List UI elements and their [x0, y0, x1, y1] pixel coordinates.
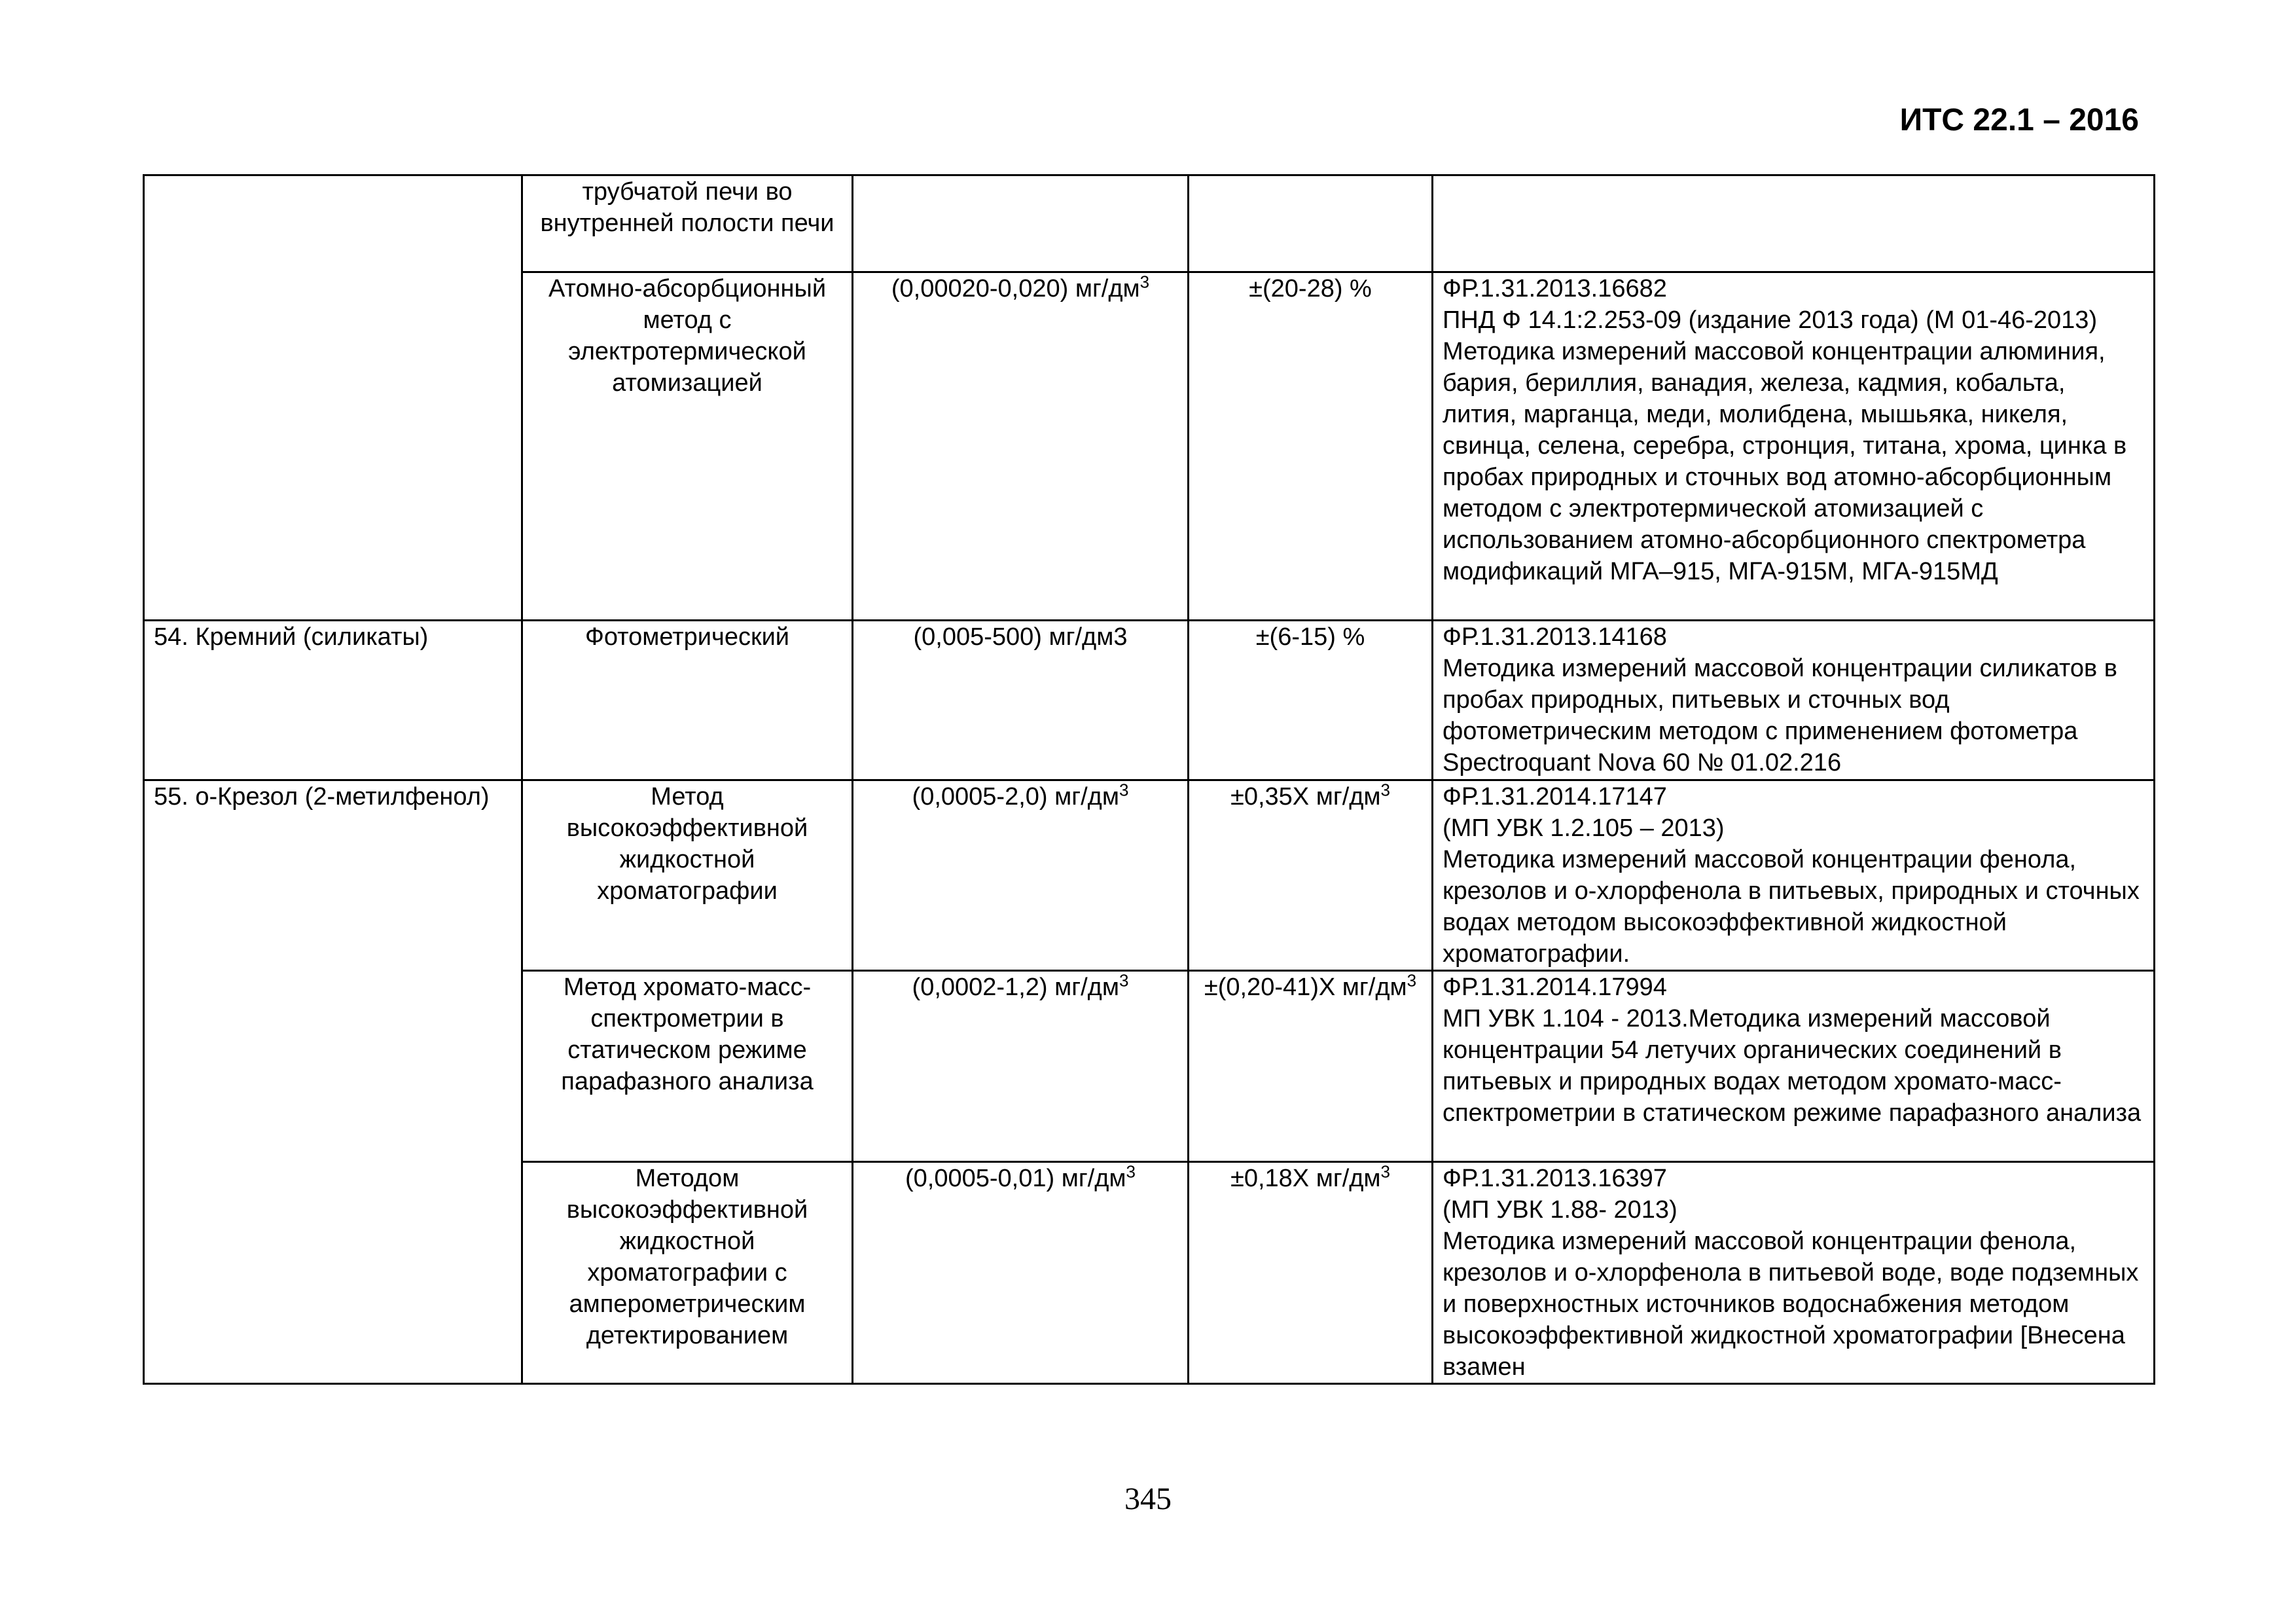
error-superscript: 3 — [1380, 780, 1391, 800]
error-text: ±(6-15) % — [1255, 623, 1365, 651]
range-text: (0,0002-1,2) мг/дм — [912, 974, 1119, 1001]
range-superscript: 3 — [1119, 780, 1129, 800]
range-cell — [853, 175, 1189, 272]
substance-cell: 55. о-Крезол (2-метилфенол) — [144, 780, 522, 1384]
error-cell — [1189, 272, 1433, 621]
error-cell — [1189, 780, 1433, 971]
range-text: (0,0005-0,01) мг/дм — [905, 1165, 1126, 1192]
range-cell — [853, 780, 1189, 971]
reference-cell: ФР.1.31.2013.14168 Методика измерений массовой концентрации силикатов в пробах природных, питьевых и сточных вод фотометрическим методом с применением фотометра Spectroquant Nova 60 № 01.02.216 — [1433, 621, 2155, 780]
error-text: ±0,35Х мг/дм — [1230, 783, 1381, 811]
table-row — [144, 175, 2155, 272]
error-cell — [1189, 971, 1433, 1162]
method-cell: трубчатой печи во внутренней полости печи — [522, 175, 853, 272]
range-text: (0,00020-0,020) мг/дм — [891, 275, 1140, 302]
reference-cell — [1433, 175, 2155, 272]
method-cell: Методом высокоэффективной жидкостной хроматографии с амперометрическим детектированием — [522, 1162, 853, 1384]
substance-cell: 54. Кремний (силикаты) — [144, 621, 522, 780]
error-text: ±(20-28) % — [1249, 275, 1372, 302]
error-superscript: 3 — [1380, 1161, 1391, 1182]
error-text: ±(0,20-41)Х мг/дм — [1204, 974, 1407, 1001]
range-cell — [853, 971, 1189, 1162]
reference-cell: ФР.1.31.2013.16682 ПНД Ф 14.1:2.253-09 (издание 2013 года) (М 01-46-2013) Методика измерений массовой концентрации алюминия, бария, бериллия, ванадия, железа, кадмия, кобальта, лития, марганца, меди, молибдена, мышьяка, никеля, свинца, селена, серебра, стронция, титана, хрома, цинка в пробах природных и сточных вод атомно-абсорбционным методом с электротермической атомизацией с использованием атомно-абсорбционного спектрометра модификаций МГА–915, МГА-915М, МГА-915МД — [1433, 272, 2155, 621]
range-cell — [853, 272, 1189, 621]
method-cell: Метод хромато-масс-спектрометрии в статическом режиме парафазного анализа — [522, 971, 853, 1162]
range-cell — [853, 1162, 1189, 1384]
range-superscript: 3 — [1139, 272, 1150, 292]
error-cell — [1189, 621, 1433, 780]
range-cell — [853, 621, 1189, 780]
error-cell — [1189, 1162, 1433, 1384]
reference-cell: ФР.1.31.2013.16397 (МП УВК 1.88- 2013) Методика измерений массовой концентрации фенола, крезолов и о-хлорфенола в питьевой воде, воде подземных и поверхностных источников водоснабжения методом высокоэффективной жидкостной хроматографии [Внесена взамен — [1433, 1162, 2155, 1384]
substance-cell — [144, 175, 522, 621]
page-number: 345 — [1124, 1482, 1172, 1516]
range-superscript: 3 — [1119, 970, 1129, 991]
method-cell: Фотометрический — [522, 621, 853, 780]
range-superscript: 3 — [1126, 1161, 1136, 1182]
range-text: (0,005-500) мг/дм3 — [913, 623, 1128, 651]
error-text: ±0,18Х мг/дм — [1230, 1165, 1381, 1192]
error-superscript: 3 — [1407, 970, 1417, 991]
range-text: (0,0005-2,0) мг/дм — [912, 783, 1119, 811]
reference-cell: ФР.1.31.2014.17994 МП УВК 1.104 - 2013.Методика измерений массовой концентрации 54 летучих органических соединений в питьевых и природных водах методом хромато-масс-спектрометрии в статическом режиме парафазного анализа — [1433, 971, 2155, 1162]
error-cell — [1189, 175, 1433, 272]
table-row — [144, 780, 2155, 971]
reference-cell: ФР.1.31.2014.17147 (МП УВК 1.2.105 – 2013) Методика измерений массовой концентрации фенола, крезолов и о-хлорфенола в питьевых, природных и сточных водах методом высокоэффективной жидкостной хроматографии. — [1433, 780, 2155, 971]
method-cell: Метод высокоэффективной жидкостной хроматографии — [522, 780, 853, 971]
method-cell: Атомно-абсорбционный метод с электротермической атомизацией — [522, 272, 853, 621]
methods-table — [143, 174, 2155, 1385]
table-row — [144, 621, 2155, 780]
document-code: ИТС 22.1 – 2016 — [1899, 103, 2139, 137]
